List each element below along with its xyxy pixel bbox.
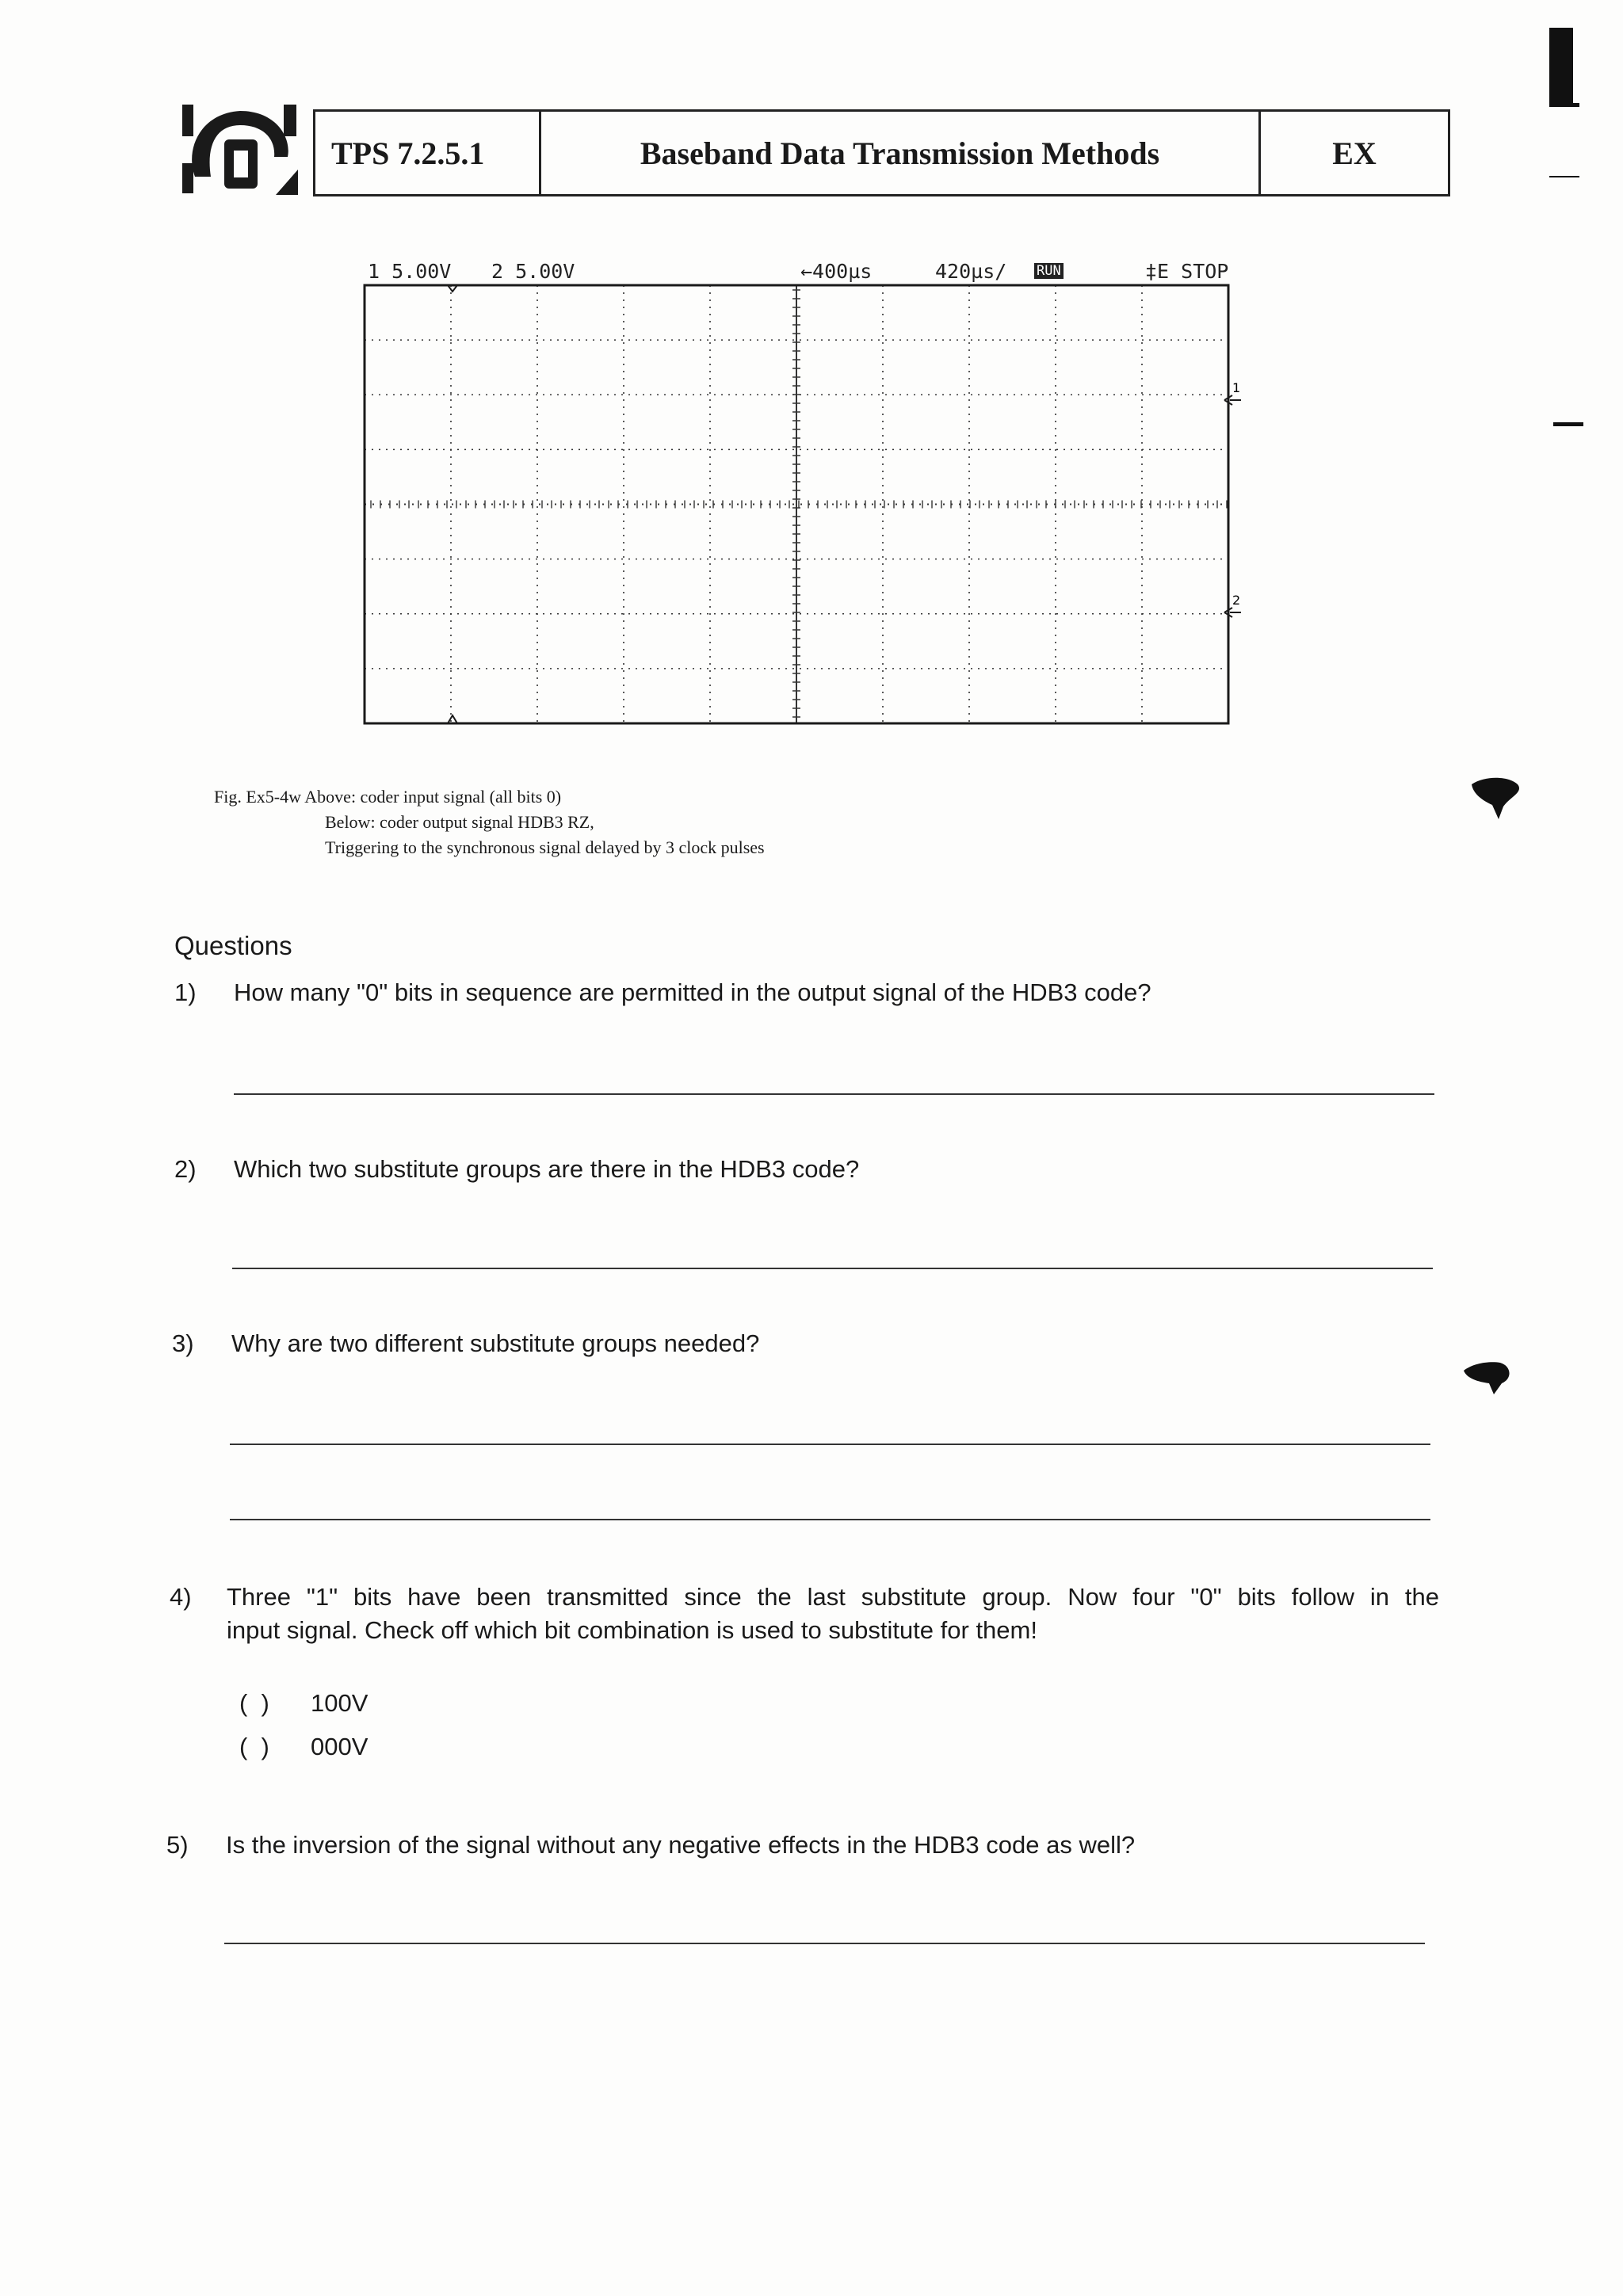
- option-label: 000V: [311, 1733, 369, 1760]
- question-2: [174, 1153, 1442, 1188]
- question-text-line-1: Three "1" bits have been transmitted since the last substitute group. Now four "0" bits follow in the: [227, 1583, 1439, 1611]
- scope-delay: ←400µs: [800, 260, 873, 283]
- scope-ch2-setting: 2 5.00V: [491, 260, 575, 283]
- questions-heading: Questions: [174, 931, 292, 960]
- header-box: [313, 109, 1450, 196]
- question-4: [170, 1581, 1445, 1652]
- scope-grid: [365, 285, 1228, 723]
- question-number: 1): [174, 978, 197, 1006]
- answer-line-3b[interactable]: [230, 1519, 1430, 1520]
- caption-line-1: Fig. Ex5-4w Above: coder input signal (all bits 0): [214, 787, 562, 807]
- scope-run-mode: RUN: [1034, 263, 1064, 279]
- option-label: 100V: [311, 1689, 369, 1717]
- document-code: TPS 7.2.5.1: [315, 112, 541, 194]
- scan-mark-top-right: [1549, 28, 1573, 107]
- scan-blot-icon-2: [1462, 1355, 1518, 1398]
- answer-line-5[interactable]: [224, 1943, 1425, 1944]
- checkbox[interactable]: ( ): [239, 1733, 269, 1760]
- question-text: Is the inversion of the signal without any negative effects in the HDB3 code as well?: [226, 1831, 1136, 1859]
- ch2-ground-arrow-icon: [1224, 608, 1241, 617]
- section-label: EX: [1332, 135, 1377, 171]
- question-1: [174, 976, 1442, 1012]
- question-text: Why are two different substitute groups needed?: [231, 1329, 760, 1357]
- oscilloscope-screen: [361, 281, 1248, 729]
- caption-line-2: Below: coder output signal HDB3 RZ,: [325, 812, 594, 832]
- ch2-marker: 2: [1232, 593, 1241, 608]
- answer-line-1[interactable]: [234, 1093, 1434, 1095]
- option-000v[interactable]: [239, 1733, 477, 1764]
- question-number: 5): [166, 1831, 189, 1859]
- answer-line-3a[interactable]: [230, 1444, 1430, 1445]
- scan-mark-rule-2: [1549, 176, 1579, 177]
- figure-caption: [214, 784, 765, 860]
- checkbox[interactable]: ( ): [239, 1689, 269, 1717]
- ch1-marker: 1: [1232, 380, 1241, 395]
- question-text: How many "0" bits in sequence are permitted in the output signal of the HDB3 code?: [234, 978, 1151, 1006]
- logo-icon: [181, 101, 300, 196]
- scan-blot-icon: [1470, 775, 1526, 822]
- question-3: [172, 1327, 1440, 1363]
- document-title: Baseband Data Transmission Methods: [541, 112, 1261, 194]
- question-number: 4): [170, 1583, 192, 1611]
- option-100v[interactable]: [239, 1689, 477, 1721]
- scan-mark-rule: [1549, 103, 1579, 107]
- scope-timebase: 420µs/: [935, 260, 1007, 283]
- question-5: [166, 1829, 1442, 1864]
- caption-line-3: Triggering to the synchronous signal delayed by 3 clock pulses: [325, 837, 765, 857]
- answer-line-2[interactable]: [232, 1268, 1433, 1269]
- question-text: Which two substitute groups are there in the HDB3 code?: [234, 1155, 860, 1183]
- ch1-ground-arrow-icon: [1224, 395, 1241, 405]
- question-text-line-2: input signal. Check off which bit combination is used to substitute for them!: [227, 1616, 1037, 1644]
- scan-mark-dash: [1553, 422, 1583, 426]
- scope-trigger-status: ‡E STOP: [1145, 260, 1229, 283]
- scope-ch1-setting: 1 5.00V: [368, 260, 452, 283]
- question-number: 2): [174, 1155, 197, 1183]
- question-number: 3): [172, 1329, 194, 1357]
